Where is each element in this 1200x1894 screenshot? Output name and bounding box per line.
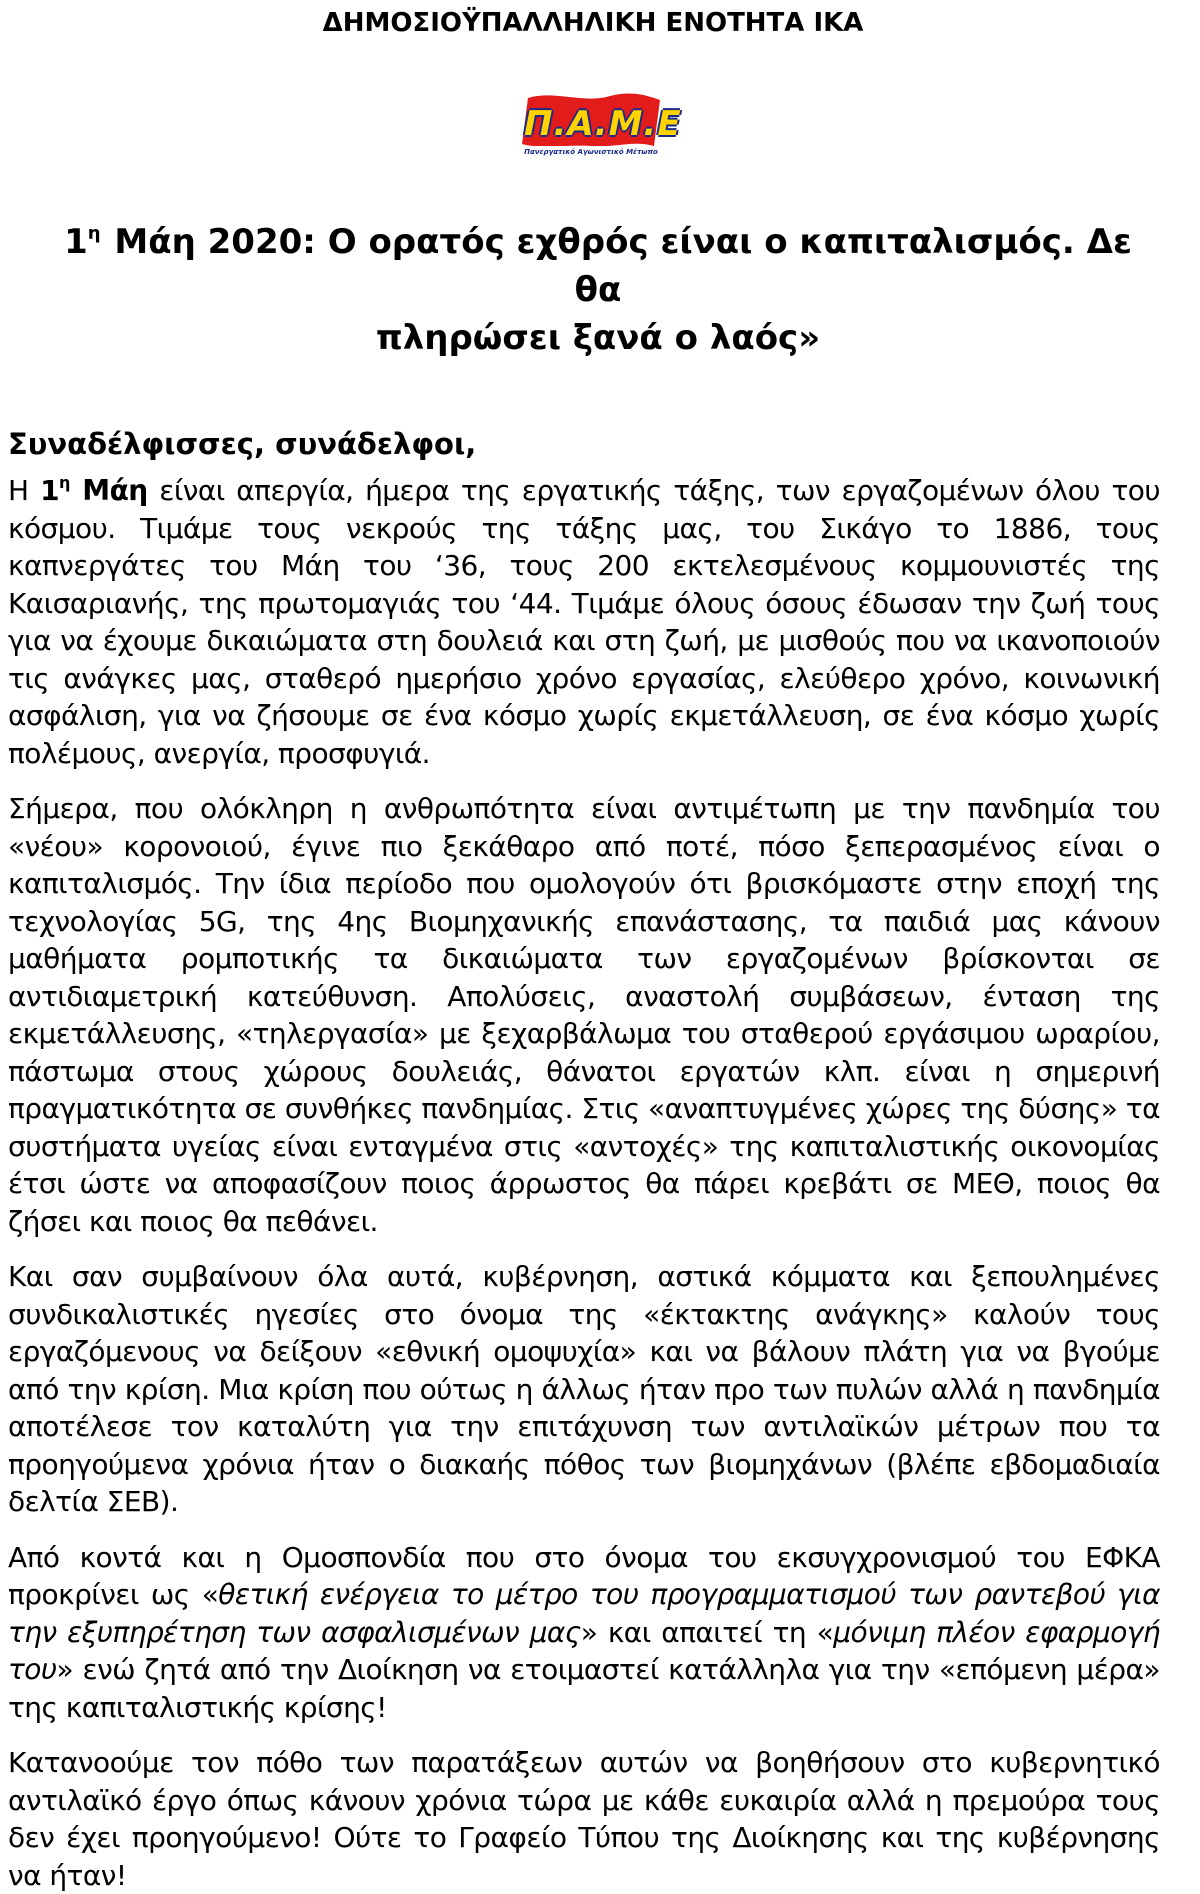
paragraph-1-bold <box>40 474 148 507</box>
paragraph-4-part3: » ενώ ζητά από την Διοίκηση να ετοιμαστεί κατάλληλα για την «επόμενη μέρα» της καπιταλιστικής κρίσης! <box>8 1653 1160 1724</box>
paragraph-4-part2: » και απαιτεί τη « <box>580 1615 834 1649</box>
logo-container <box>8 90 1160 180</box>
paragraph-2: Σήμερα, που ολόκληρη η ανθρωπότητα είναι αντιμέτωπη με την πανδημία του «νέου» κορονοιού, έγινε πιο ξεκάθαρο από ποτέ, πόσο ξεπερασμένος είναι ο καπιταλισμός. Την ίδια περίοδο που ομολογούν ότι βρισκόμαστε στην εποχή της τεχνολογίας 5G, της 4ης Βιομηχανικής επανάστασης, τα παιδιά μας κάνουν μαθήματα ρομποτικής τα δικαιώματα των εργαζομένων βρίσκονται σε αντιδιαμετρική κατεύθυνση. Απολύσεις, αναστολή συμβάσεων, ένταση της εκμετάλλευσης, «τηλεργασία» με ξεχαρβάλωμα του σταθερού εργάσιμου ωραρίου, πάστωμα στους χώρους δουλειάς, θάνατοι εργατών κλπ. είναι η σημερινή πραγματικότητα σε συνθήκες πανδημίας. Στις «αναπτυγμένες χώρες της δύσης» τα συστήματα υγείας είναι ενταγμένα στις «αντοχές» της καπιταλιστικής οικονομίας έτσι ώστε να αποφασίζουν ποιος άρρωστος θα πάρει κρεβάτι σε ΜΕΘ, ποιος θα ζήσει και ποιος θα πεθάνει. <box>8 792 1160 1238</box>
paragraph-1-pre: Η <box>8 474 41 507</box>
paragraph-5: Κατανοούμε τον πόθο των παρατάξεων αυτών να βοηθήσουν στο κυβερνητικό αντιλαϊκό έργο όπως κάνουν χρόνια τώρα με κάθε ευκαιρία αλλά η πρεμούρα τους δεν έχει προηγούμενο! Ούτε το Γραφείο Τύπου της Διοίκησης και της κυβέρνησης να ήταν! <box>8 1746 1160 1892</box>
logo-subtitle: Πανεργατικό Αγωνιστικό Μέτωπο <box>524 148 658 156</box>
bold-superscript: η <box>59 473 70 492</box>
headline-number: 1 <box>64 222 88 262</box>
greeting: Συναδέλφισσες, συνάδελφοι, <box>8 427 477 461</box>
paragraph-4-italic2: μόνιμη πλέον εφαρμογή του <box>8 1615 1160 1686</box>
headline <box>8 210 1160 362</box>
paragraph-3: Και σαν συμβαίνουν όλα αυτά, κυβέρνηση, αστικά κόμματα και ξεπουλημένες συνδικαλιστικές ηγεσίες στο όνομα της «έκτακτης ανάγκης» καλούν τους εργαζόμενους να δείξουν «εθνική ομοψυχία» και να βάλουν πλάτη για να βγούμε από την κρίση. Μια κρίση που ούτως η άλλως ήταν προ των πυλών αλλά η πανδημία αποτέλεσε τον καταλύτη για την επιτάχυνση των αντιλαϊκών μέτρων που τα προηγούμενα χρόνια ήταν ο διακαής πόθος των βιομηχάνων (βλέπε εβδομαδιαία δελτία ΣΕΒ). <box>8 1260 1160 1518</box>
organization-title: ΔΗΜΟΣΙΟΫΠΑΛΛΗΛΙΚΗ ΕΝΟΤΗΤΑ ΙΚΑ <box>322 8 864 38</box>
pame-logo <box>514 90 682 166</box>
headline-superscript: η <box>87 223 101 244</box>
paragraph-4 <box>8 1539 1160 1727</box>
headline-line2: πληρώσει ξανά ο λαός» <box>375 318 821 358</box>
paragraph-1-text: είναι απεργία, ήμερα της εργατικής τάξης, των εργαζομένων όλου του κόσμου. Τιμάμε τους νεκρούς της τάξης μας, του Σικάγο το 1886, τους καπνεργάτες του Μάη του ‘36, τους 200 εκτελεσμένους κομμουνιστές της Καισαριανής, της πρωτομαγιάς του ‘44. Τιμάμε όλους όσους έδωσαν την ζωή τους για να έχουμε δικαιώματα στη δουλειά και στη ζωή, με μισθούς που να ικανοποιούν τις ανάγκες μας, σταθερό ημερήσιο χρόνο εργασίας, ελεύθερο χρόνο, κοινωνική ασφάλιση, για να ζήσουμε σε ένα κόσμο χωρίς εκμετάλλευση, σε ένα κόσμο χωρίς πολέμους, ανεργία, προσφυγιά. <box>8 474 1160 770</box>
paragraph-1 <box>8 464 1160 772</box>
bold-number: 1 <box>40 474 60 507</box>
bold-word: Μάη <box>69 474 148 507</box>
paragraph-4-part1: Από κοντά και η Ομοσπονδία που στο όνομα του εκσυγχρονισμού του ΕΦΚΑ προκρίνει ως « <box>8 1540 1160 1611</box>
headline-line1: Μάη 2020: Ο ορατός εχθρός είναι ο καπιταλισμός. Δε θα <box>102 222 1132 310</box>
logo-text: Π.Α.Μ.Ε <box>524 104 682 144</box>
paragraph-4-italic1: θετική ενέργεια το μέτρο του προγραμματισμού των ραντεβού για την εξυπηρέτηση των ασφαλισμένων μας <box>8 1578 1160 1649</box>
